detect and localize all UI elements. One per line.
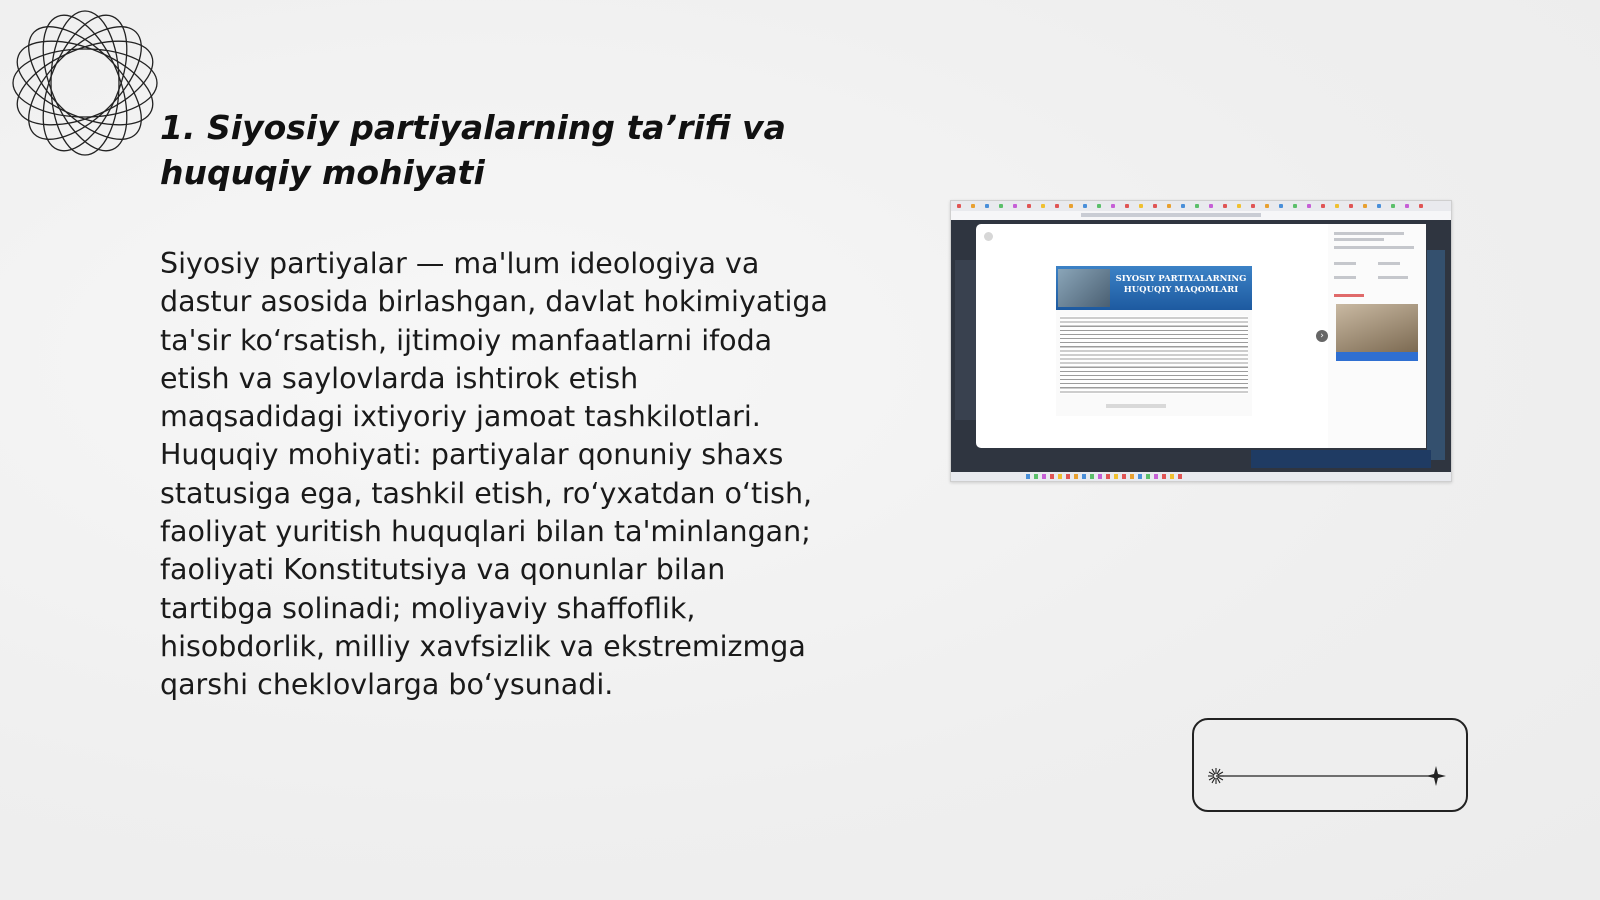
embedded-screenshot xyxy=(950,200,1452,482)
rosette-ornament-icon xyxy=(10,8,160,158)
slide-footer xyxy=(1106,404,1166,408)
slide-body-text: Siyosiy partiyalar — ma'lum ideologiya va dastur asosida birlashgan, davlat hokimiyatiga ta'sir ko‘rsatish, ijtimoiy manfaatlarni ifoda etish va saylovlarda ishtirok etish maqsadidagi ixtiyoriy jamoat tashkilotlari. Huquqiy mohiyati: partiyalar qonuniy shaxs statusiga ega, tashkil etish, ro‘yxatdan o‘tish, faoliyat yuritish huquqlari bilan ta'minlangan; faoliyati Konstitutsiya va qonunlar bilan tartibga solinadi; moliyaviy shaffoflik, hisobdorlik, milliy xavfsizlik va ekstremizmga qarshi cheklovlarga bo‘ysunadi. xyxy=(160,247,828,702)
os-taskbar xyxy=(951,472,1451,481)
slide-title: 1. Siyosiy partiyalarning ta’rifi va huquqiy mohiyati xyxy=(160,108,786,192)
banner-title: SIYOSIY PARTIYALARNING HUQUQIY MAQOMLARI xyxy=(1115,274,1247,295)
video-caption-bar xyxy=(1336,352,1418,361)
chevron-right-icon: › xyxy=(1316,330,1328,342)
banner-photo xyxy=(1058,269,1110,307)
close-icon xyxy=(984,232,993,241)
viewer-side-panel xyxy=(1328,224,1426,448)
viewer-modal xyxy=(976,224,1426,448)
video-thumbnail xyxy=(1336,304,1418,352)
sparkle-icon xyxy=(1426,766,1446,786)
slide-preview xyxy=(1056,266,1252,416)
slide-text-lines xyxy=(1060,316,1248,394)
browser-tab-strip xyxy=(951,201,1451,211)
slide-banner xyxy=(1056,266,1252,310)
timeline-frame xyxy=(1192,718,1468,812)
